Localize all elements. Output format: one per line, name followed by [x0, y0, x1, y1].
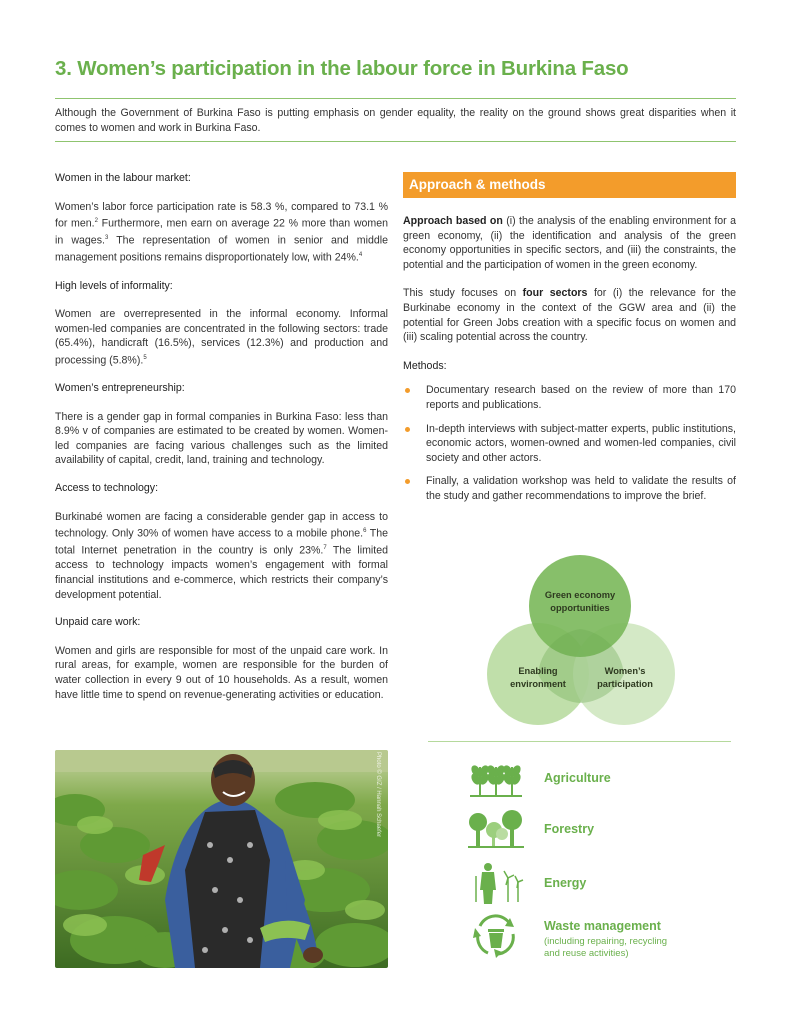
sector-energy	[466, 862, 726, 906]
informality-paragraph: Women are overrepresented in the informal economy. Informal women-led companies are concentrated in the following sectors: trade (65.4%), handicraft (16.5%), services (12.3%) and production and processing (5.8%).$^5$	[55, 308, 388, 367]
informality-heading: High levels of informality:	[55, 279, 173, 292]
labour-paragraph: Women’s labor force participation rate is 58.3 %, compared to 73.1 % for men.$^2$ Furthermore, men earn on average 22 % more than women in wages.$^3$ The representation of women in senior and middle management positions remains disproportionately low, with 24%.$^4$	[55, 200, 388, 264]
sector-waste-management	[466, 914, 726, 958]
methods-list	[403, 383, 736, 503]
bullet-icon	[405, 479, 410, 484]
focus-paragraph: This study focuses on four sectors for (i) the relevance for the Burkinabe economy in the context of the GGW area and (ii) the potential for Green Jobs creation with a specific focus on women and (iii) scaling potential across the country.	[403, 287, 737, 344]
intro-paragraph: Although the Government of Burkina Faso is putting emphasis on gender equality, the reality on the ground shows great disparities when it comes to women and work in Burkina Faso.	[55, 107, 736, 134]
list-item: In-depth interviews with subject-matter experts, public institutions, economic actors, women-owned and women-led companies, civil society and other actors.	[403, 422, 736, 466]
venn-label-right: Women’s participation	[597, 666, 653, 689]
sector-agriculture	[466, 757, 726, 801]
labour-heading: Women in the labour market:	[55, 172, 191, 184]
sector-label: Forestry	[544, 822, 595, 836]
list-item: Documentary research based on the review of more than 170 reports and publications.	[403, 383, 736, 412]
farmer-illustration	[55, 750, 388, 968]
approach-banner: Approach & methods	[403, 172, 736, 198]
photo-credit: Photo © GIZ / Hannah Schaefer	[375, 752, 381, 838]
methods-heading: Methods:	[403, 359, 447, 372]
bullet-icon	[405, 388, 410, 393]
venn-label-left: Enabling environment	[510, 666, 566, 689]
sector-label: Energy	[544, 876, 587, 890]
sector-sublabel: (including repairing, recycling and reuse activities)	[544, 936, 668, 959]
recycle-bin-icon	[466, 914, 526, 958]
wheat-icon	[466, 757, 526, 801]
sector-label: Agriculture	[544, 771, 611, 785]
entrepreneurship-heading: Women’s entrepreneurship:	[55, 382, 185, 395]
technology-heading: Access to technology:	[55, 482, 159, 495]
title-divider	[55, 98, 736, 99]
sectors-divider	[428, 741, 731, 742]
venn-diagram	[486, 555, 676, 727]
technology-paragraph: Burkinabé women are facing a considerable gender gap in access to technology. Only 30% of women have access to a mobile phone.$^6$ The total Internet penetration in the country is only 23%.$^7$ The limited access to technology impacts women’s engagement with formal financial institutions and e-commerce, which restricts their company’s development potential.	[55, 510, 389, 601]
right-column	[403, 214, 736, 513]
sector-forestry	[466, 808, 726, 852]
left-column	[55, 171, 388, 715]
woman-windmill-icon	[466, 862, 526, 906]
entrepreneurship-paragraph: There is a gender gap in formal companies in Burkina Faso: less than 8.9% v of companies are estimated to be created by women. Women-led companies are facing various challenges such as the limited availability of capital, credit, land, training and technology.	[55, 410, 388, 467]
care-paragraph: Women and girls are responsible for most of the unpaid care work. In rural areas, for example, women are responsible for the burden of water collection in every 9 out of 10 households. As a result, women have little time to spend on revenue-generating activities or education.	[55, 644, 388, 701]
intro-divider	[55, 141, 736, 142]
sector-label: Waste management	[544, 919, 661, 933]
venn-circles	[486, 555, 676, 727]
bullet-icon	[405, 427, 410, 432]
trees-icon	[466, 808, 526, 852]
care-heading: Unpaid care work:	[55, 616, 141, 629]
venn-label-top: Green economy opportunities	[544, 590, 616, 613]
page-title: 3. Women’s participation in the labour force in Burkina Faso	[55, 57, 629, 80]
approach-paragraph: Approach based on (i) the analysis of the enabling environment for a green economy, (ii) the identification and analysis of the green economy opportunities in specific sectors, and (iii) the constraints, the potential and the participation of women in the green economy.	[403, 215, 736, 271]
farmer-photo	[55, 750, 388, 968]
list-item: Finally, a validation workshop was held to validate the results of the study and gather recommendations to improve the brief.	[403, 474, 736, 503]
